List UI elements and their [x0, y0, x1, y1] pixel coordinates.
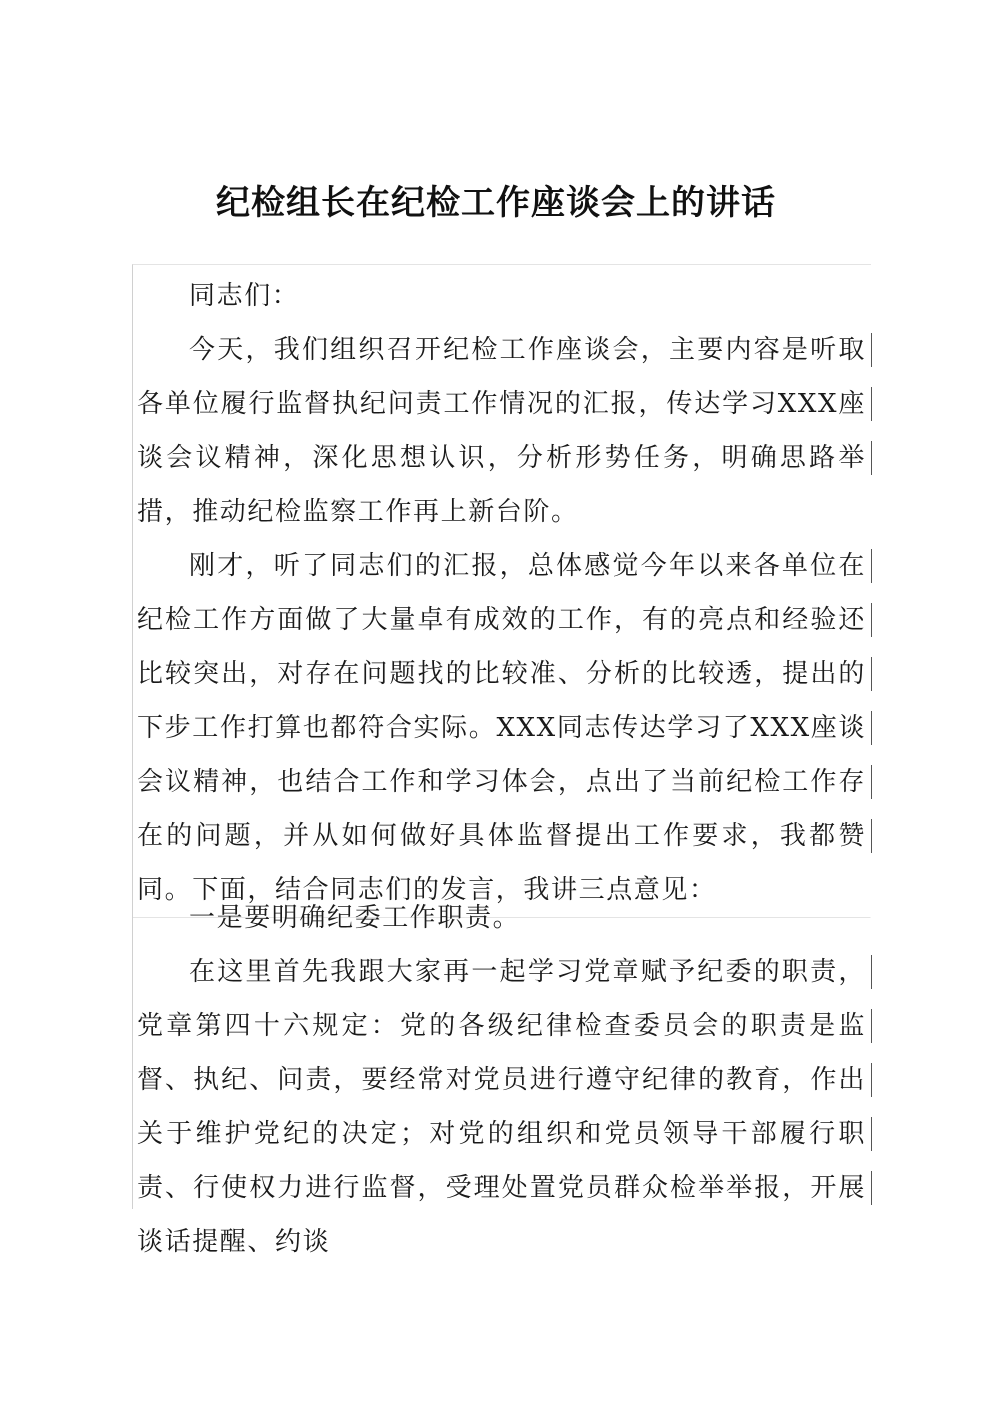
line-end-marker [871, 955, 872, 989]
line-end-marker [871, 603, 872, 637]
paragraph-summary: 刚才，听了同志们的汇报，总体感觉今年以来各单位在纪检工作方面做了大量卓有成效的工作，有的亮点和经验还比较突出，对存在问题找的比较准、分析的比较透，提出的下步工作打算也都符合实际。XXX同志传达学习了XXX座谈会议精神，也结合工作和学习体会，点出了当前纪检工作存在的问题，并从如何做好具体监督提出工作要求，我都赞同。下面，结合同志们的发言，我讲三点意见： [133, 539, 871, 918]
line-end-marker [871, 1063, 872, 1097]
line-end-marker [871, 1171, 872, 1205]
document-title: 纪检组长在纪检工作座谈会上的讲话 [216, 183, 776, 223]
line-end-marker [871, 657, 872, 691]
document-body [132, 264, 871, 1257]
paragraph-opening: 今天，我们组织召开纪检工作座谈会，主要内容是听取各单位履行监督执纪问责工作情况的汇报，传达学习XXX座谈会议精神，深化思想认识，分析形势任务，明确思路举措，推动纪检监察工作再上新台阶。 [137, 335, 866, 527]
line-end-marker [871, 819, 872, 853]
line-end-marker [871, 1009, 872, 1043]
line-end-marker [871, 1117, 872, 1151]
paragraph-salutation: 同志们： [189, 281, 300, 311]
paragraph-point-one-body: 在这里首先我跟大家再一起学习党章赋予纪委的职责，党章第四十六规定：党的各级纪律检查委员会的职责是监督、执纪、问责，要经常对党员进行遵守纪律的教育，作出关于维护党纪的决定；对党的组织和党员领导干部履行职责、行使权力进行监督，受理处置党员群众检举举报，开展谈话提醒、约谈 [137, 957, 866, 1257]
paragraph-point-one-heading: 一是要明确纪委工作职责。 [189, 903, 521, 933]
line-end-marker [871, 333, 872, 367]
line-end-marker [871, 765, 872, 799]
line-end-marker [871, 387, 872, 421]
line-end-marker [871, 441, 872, 475]
line-end-marker [871, 711, 872, 745]
line-end-marker [871, 549, 872, 583]
